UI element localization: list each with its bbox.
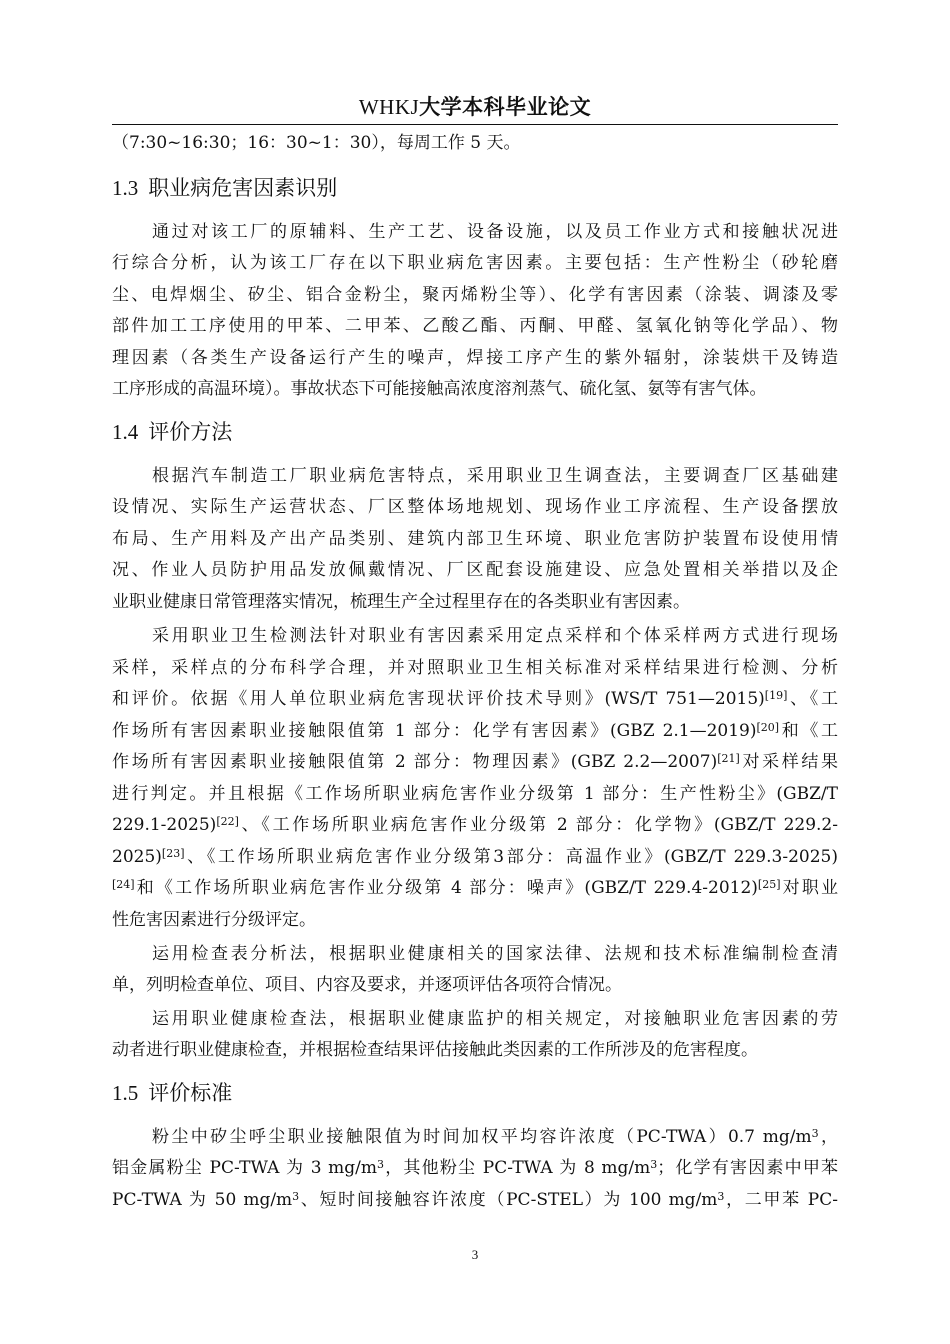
paragraph-line: 业职业健康日常管理落实情况，梳理生产全过程里存在的各类职业有害因素。	[112, 592, 690, 612]
paragraph-line	[112, 689, 838, 709]
paragraph-line: 况、作业人员防护用品发放佩戴情况、厂区配套设施建设、应急处置相关举措以及企	[112, 560, 838, 580]
line-text: 对职业	[780, 878, 839, 898]
line-text: PC-TWA 为 50 mg/m	[112, 1190, 293, 1210]
paragraph-line	[112, 878, 838, 898]
line-text: ，其他粉尘 PC-TWA 为 8 mg/m	[384, 1158, 651, 1178]
running-header	[112, 91, 838, 121]
citation-19: [19]	[764, 689, 788, 702]
paragraph-line	[112, 752, 838, 772]
line-text: 和《工作场所职业病危害作业分级第 4 部分：噪声》(GBZ/T 229.4-2012)	[134, 878, 758, 898]
section-1-3-heading	[112, 176, 337, 200]
paragraph-line: 工序形成的高温环境）。事故状态下可能接触高浓度溶剂蒸气、硫化氢、氨等有害气体。	[112, 379, 767, 399]
citation-22: [22]	[216, 815, 239, 828]
paragraph-line: 动者进行职业健康检查，并根据检查结果评估接触此类因素的工作所涉及的危害程度。	[112, 1040, 758, 1060]
citation-20: [20]	[756, 721, 780, 734]
citation-21: [21]	[717, 752, 740, 765]
paragraph-line: 运用职业健康检查法，根据职业健康监护的相关规定，对接触职业危害因素的劳	[152, 1009, 838, 1029]
paragraph-line: 理因素（各类生产设备运行产生的噪声，焊接工序产生的紫外辐射，涂装烘干及铸造	[112, 348, 838, 368]
paragraph-line	[112, 1190, 838, 1210]
section-number: 1.4	[112, 420, 139, 444]
section-title: 评价方法	[148, 420, 233, 444]
line-text: 铝金属粉尘 PC-TWA 为 3 mg/m	[112, 1158, 378, 1178]
line-text: 和《工	[779, 721, 839, 741]
page-number: 3	[471, 1247, 479, 1262]
paragraph-line: 部件加工工序使用的甲苯、二甲苯、乙酸乙酯、丙酮、甲醛、氢氧化钠等化学品）、物	[112, 316, 838, 336]
citation-25: [25]	[757, 878, 781, 891]
line-text: 、《工作场所职业病危害作业分级第3部分：高温作业》(GBZ/T 229.3-2025)	[184, 847, 838, 867]
line-text: ；化学有害因素中甲苯	[657, 1158, 839, 1178]
section-1-4-heading	[112, 420, 232, 444]
section-title: 评价标准	[148, 1081, 233, 1105]
line-text: 229.1-2025)	[112, 815, 217, 835]
line-text: 粉尘中矽尘呼尘职业接触限值为时间加权平均容许浓度（PC-TWA）0.7 mg/m	[152, 1127, 812, 1147]
header-title: 大学本科毕业论文	[419, 95, 592, 119]
paragraph-line: 根据汽车制造工厂职业病危害特点，采用职业卫生调查法，主要调查厂区基础建	[152, 466, 838, 486]
line-text: 对采样结果	[739, 752, 838, 772]
line-text: ，二甲苯 PC-	[724, 1190, 838, 1210]
citation-24: [24]	[112, 878, 135, 891]
section-number: 1.3	[112, 176, 139, 200]
line-text: 和评价。依据《用人单位职业病危害现状评价技术导则》(WS/T 751—2015)	[112, 689, 765, 709]
citation-23: [23]	[161, 847, 185, 860]
superscript: 3	[377, 1158, 385, 1171]
paragraph-line: 运用检查表分析法，根据职业健康相关的国家法律、法规和技术标准编制检查清	[152, 944, 838, 964]
superscript: 3	[811, 1127, 819, 1140]
paragraph-line: 采用职业卫生检测法针对职业有害因素采用定点采样和个体采样两方式进行现场	[152, 626, 838, 646]
paragraph-line: 行综合分析，认为该工厂存在以下职业病危害因素。主要包括：生产性粉尘（砂轮磨	[112, 253, 838, 273]
paragraph-line: 单，列明检查单位、项目、内容及要求，并逐项评估各项符合情况。	[112, 975, 622, 995]
paragraph-line: 通过对该工厂的原辅料、生产工艺、设备设施，以及员工作业方式和接触状况进	[152, 222, 838, 242]
section-1-5-heading	[112, 1081, 232, 1105]
intro-line: （7:30~16:30；16：30~1：30），每周工作 5 天。	[112, 133, 521, 153]
line-text: 作场所有害因素职业接触限值第 2 部分：物理因素》(GBZ 2.2—2007)	[112, 752, 718, 772]
paragraph-line	[112, 721, 838, 741]
superscript: 3	[650, 1158, 658, 1171]
paragraph-line: 尘、电焊烟尘、矽尘、铝合金粉尘，聚丙烯粉尘等）、化学有害因素（涂装、调漆及零	[112, 285, 838, 305]
paragraph-line	[112, 847, 838, 867]
line-text: 、《工	[787, 689, 838, 709]
superscript: 3	[292, 1190, 300, 1203]
line-text: 2025)	[112, 847, 162, 867]
line-text: 作场所有害因素职业接触限值第 1 部分：化学有害因素》(GBZ 2.1—2019)	[112, 721, 757, 741]
section-title: 职业病危害因素识别	[148, 176, 338, 200]
header-rule	[112, 124, 838, 125]
paragraph-line	[112, 815, 838, 835]
paragraph-line: 进行判定。并且根据《工作场所职业病危害作业分级第 1 部分：生产性粉尘》(GBZ/T	[112, 784, 838, 804]
paragraph-line	[152, 1127, 838, 1147]
superscript: 3	[717, 1190, 725, 1203]
paragraph-line: 设情况、实际生产运营状态、厂区整体场地规划、现场作业工序流程、生产设备摆放	[112, 497, 838, 517]
paragraph-line	[112, 1158, 838, 1178]
header-latin: WHKJ	[358, 95, 420, 119]
line-text: ，	[818, 1127, 838, 1147]
line-text: 、短时间接触容许浓度（PC-STEL）为 100 mg/m	[299, 1190, 718, 1210]
section-number: 1.5	[112, 1081, 139, 1105]
paragraph-line: 采样，采样点的分布科学合理，并对照职业卫生相关标准对采样结果进行检测、分析	[112, 658, 838, 678]
line-text: 、《工作场所职业病危害作业分级第 2 部分：化学物》(GBZ/T 229.2-	[238, 815, 838, 835]
paragraph-line: 性危害因素进行分级评定。	[112, 910, 316, 930]
paragraph-line: 布局、生产用料及产出产品类别、建筑内部卫生环境、职业危害防护装置布设使用情	[112, 529, 838, 549]
